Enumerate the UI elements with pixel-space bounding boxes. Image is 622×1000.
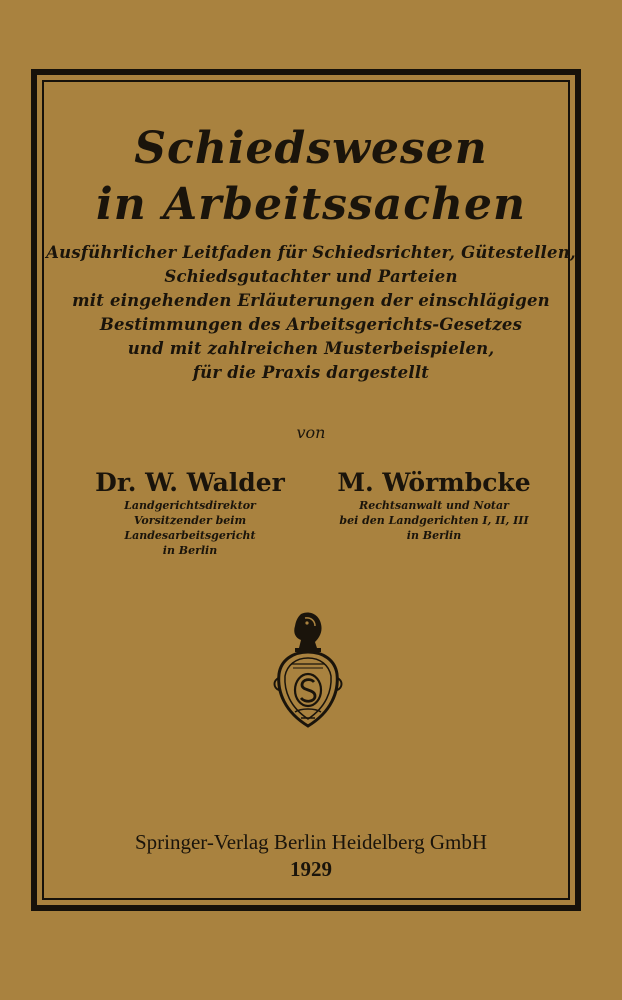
author-title-line: in Berlin <box>162 544 218 557</box>
book-title-line-1: Schiedswesen <box>134 123 488 174</box>
author-title-line: Landgerichtsdirektor <box>124 499 256 512</box>
subtitle-block <box>0 241 622 385</box>
subtitle-line: Schiedsgutachter und Parteien <box>164 267 458 286</box>
author-woermbcke <box>318 468 550 543</box>
author-title-line: Rechtsanwalt und Notar <box>359 499 509 512</box>
subtitle-line: Ausführlicher Leitfaden für Schiedsrichter, Gütestellen, <box>46 243 576 262</box>
book-title-line-2: in Arbeitssachen <box>96 179 526 230</box>
von-label: von <box>296 423 326 442</box>
author-walder <box>70 468 310 558</box>
author-title-line: in Berlin <box>406 529 462 542</box>
author-name: Dr. W. Walder <box>95 468 285 497</box>
subtitle-line: für die Praxis dargestellt <box>192 363 430 382</box>
publication-year: 1929 <box>290 857 332 881</box>
subtitle-line: mit eingehenden Erläuterungen der einschlägigen <box>72 291 550 310</box>
subtitle-line: und mit zahlreichen Musterbeispielen, <box>127 339 495 358</box>
author-title-line: bei den Landgerichten I, II, III <box>339 514 529 527</box>
subtitle-line: Bestimmungen des Arbeitsgerichts-Gesetzes <box>99 315 523 334</box>
author-title-line: Vorsitzender beim Landesarbeitsgericht <box>124 514 256 542</box>
author-name: M. Wörmbcke <box>337 468 531 497</box>
publisher-name: Springer-Verlag Berlin Heidelberg GmbH <box>134 830 488 854</box>
springer-knight-logo-icon <box>271 608 345 732</box>
